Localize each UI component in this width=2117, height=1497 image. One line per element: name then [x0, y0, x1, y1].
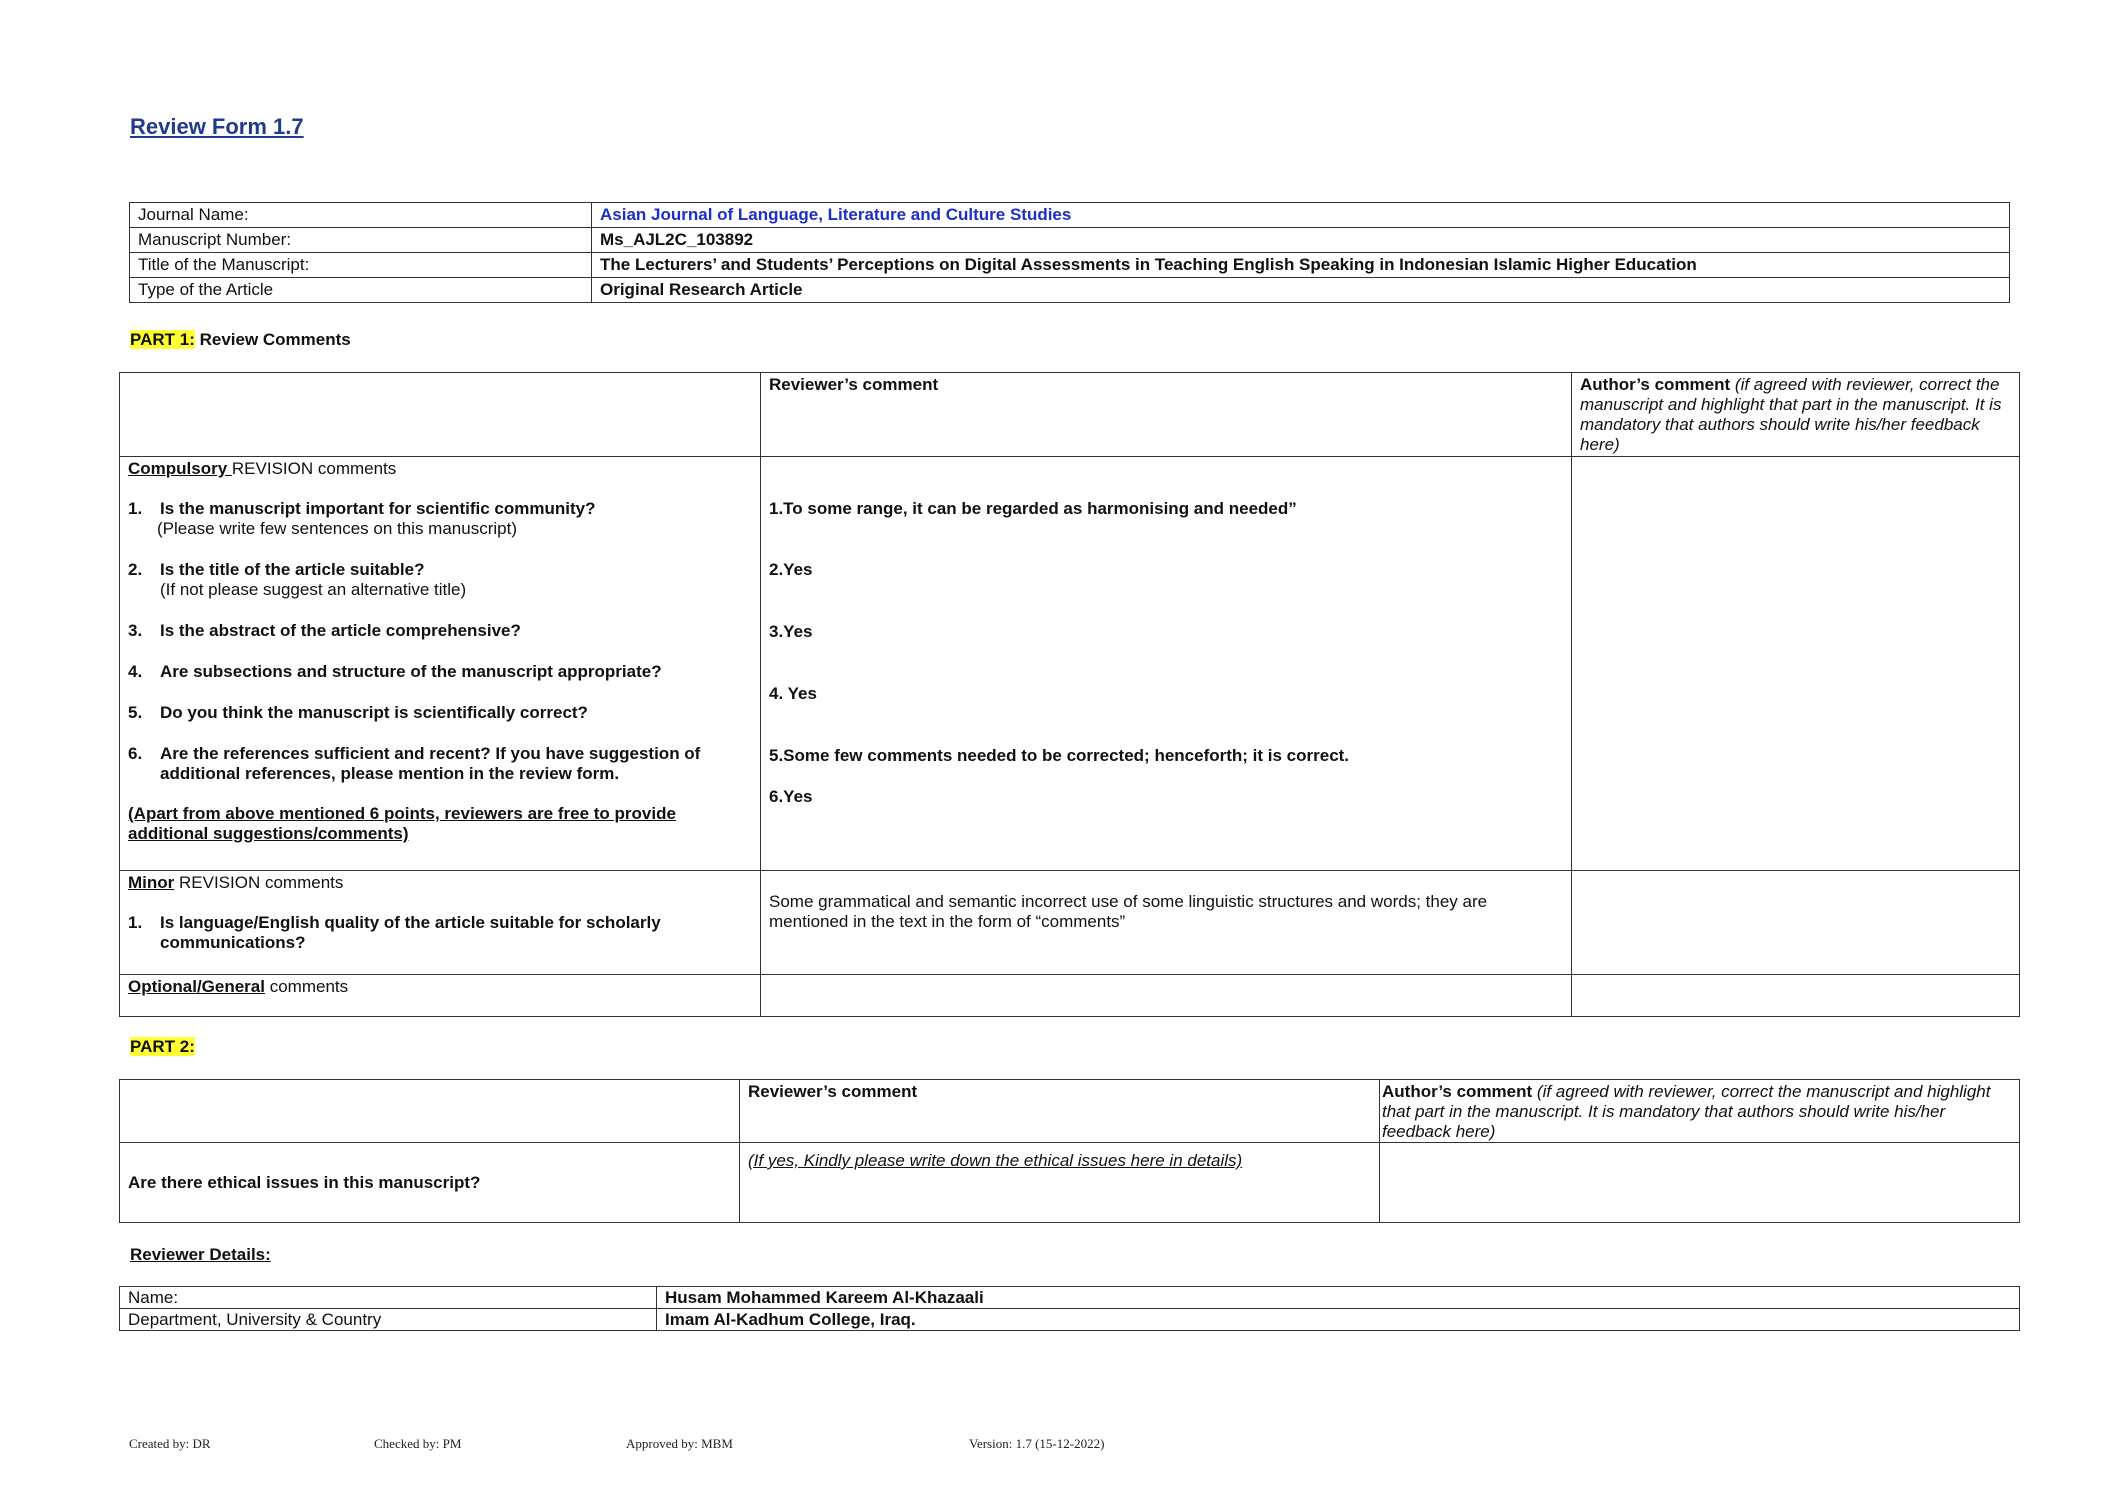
- answer-2: 2.Yes: [769, 560, 813, 579]
- reviewer-details-table: [119, 1286, 2020, 1331]
- reviewer-label: Name:: [120, 1287, 657, 1309]
- minor-row: [120, 871, 2020, 975]
- reviewer-details-heading: Reviewer Details:: [130, 1245, 271, 1264]
- reviewer-name-row: [120, 1287, 2020, 1309]
- footer-version: Version: 1.7 (15-12-2022): [969, 1436, 1105, 1451]
- ethical-author-cell: [1380, 1143, 2020, 1223]
- question-3: 3. Is the abstract of the article comprehensive?: [128, 621, 521, 640]
- part2-reviewer-header: Reviewer’s comment: [740, 1080, 1380, 1143]
- answer-1: 1.To some range, it can be regarded as harmonising and needed”: [769, 499, 1297, 518]
- compulsory-answers-cell: [761, 457, 1572, 871]
- form-title: Review Form 1.7: [130, 114, 304, 139]
- part2-table: [119, 1079, 2020, 1223]
- optional-row: [120, 975, 2020, 1017]
- footer-approved: Approved by: MBM: [626, 1436, 733, 1451]
- footer-checked: Checked by: PM: [374, 1436, 462, 1451]
- optional-label: Optional/General: [128, 977, 265, 996]
- journal-name: Asian Journal of Language, Literature and Culture Studies: [592, 203, 2010, 228]
- part2-label: PART 2:: [130, 1037, 195, 1056]
- part2-author-header: Author’s comment (if agreed with reviewer, correct the manuscript and highlight that part in the manuscript. It is mandatory that authors should write his/her feedback here): [1380, 1080, 2020, 1143]
- ethical-row: [120, 1143, 2020, 1223]
- minor-answer-cell: [761, 871, 1572, 975]
- part1-title: Review Comments: [194, 330, 351, 349]
- answer-4: 4. Yes: [769, 684, 817, 703]
- minor-author-cell: [1572, 871, 2020, 975]
- reviewer-label: Department, University & Country: [120, 1309, 657, 1331]
- info-label: Manuscript Number:: [130, 228, 592, 253]
- ethical-question: Are there ethical issues in this manuscript?: [120, 1143, 740, 1223]
- part2-heading: [130, 1037, 195, 1057]
- ethical-answer: (If yes, Kindly please write down the ethical issues here in details): [740, 1143, 1380, 1223]
- info-row-title: [130, 253, 2010, 278]
- question-2: 2. Is the title of the article suitable?: [128, 560, 425, 579]
- minor-question-1: 1. Is language/English quality of the article suitable for scholarly communications?: [128, 913, 661, 952]
- question-6: 6. Are the references sufficient and recent? If you have suggestion of additional references, please mention in the review form.: [128, 744, 701, 783]
- reviewer-affiliation-row: [120, 1309, 2020, 1331]
- reviewer-comment-header: Reviewer’s comment: [761, 373, 1572, 457]
- info-row-type: [130, 278, 2010, 303]
- article-type: Original Research Article: [592, 278, 2010, 303]
- part1-table: [119, 372, 2020, 1017]
- manuscript-number: Ms_AJL2C_103892: [592, 228, 2010, 253]
- question-4: 4. Are subsections and structure of the manuscript appropriate?: [128, 662, 662, 681]
- optional-cell: Optional/General comments: [120, 975, 761, 1017]
- info-label: Journal Name:: [130, 203, 592, 228]
- part1-label: PART 1:: [130, 330, 195, 349]
- footer-created: Created by: DR: [129, 1436, 211, 1451]
- part1-heading: [130, 330, 351, 350]
- compulsory-row: [120, 457, 2020, 871]
- reviewer-affiliation: Imam Al-Kadhum College, Iraq.: [657, 1309, 2020, 1331]
- manuscript-title: The Lecturers’ and Students’ Perceptions on Digital Assessments in Teaching English Speaking in Indonesian Islamic Higher Education: [592, 253, 2010, 278]
- apart-note: (Apart from above mentioned 6 points, reviewers are free to provide additional suggestions/comments): [128, 804, 676, 843]
- optional-answer-cell: [761, 975, 1572, 1017]
- author-comment-header: Author’s comment (if agreed with reviewer, correct the manuscript and highlight that part in the manuscript. It is mandatory that authors should write his/her feedback here): [1572, 373, 2020, 457]
- info-label: Title of the Manuscript:: [130, 253, 592, 278]
- minor-questions-cell: Minor REVISION comments 1. Is language/English quality of the article suitable for scholarly communications?: [120, 871, 761, 975]
- answer-3: 3.Yes: [769, 622, 813, 641]
- part2-header-row: [120, 1080, 2020, 1143]
- compulsory-questions-cell: Compulsory REVISION comments 1. Is the manuscript important for scientific community? (Please write few sentences on this manuscript) 2. Is the title of the article suitable? (If not please suggest an alternative title) 3. Is the abstract of the article comprehensive? 4. Are subsections and structure of the manuscript appropriate? 5. Do you think the manuscript is scientifically correct? 6. Are the references sufficient and recent? If you have suggestion of additional references, please mention in the review form. (Apart from above mentioned 6 points, reviewers are free to provide additional suggestions/comments): [120, 457, 761, 871]
- optional-author-cell: [1572, 975, 2020, 1017]
- info-label: Type of the Article: [130, 278, 592, 303]
- question-1: 1. Is the manuscript important for scientific community?: [128, 499, 596, 518]
- minor-answer: Some grammatical and semantic incorrect use of some linguistic structures and words; they are mentioned in the text in the form of “comments”: [769, 892, 1488, 931]
- minor-label: Minor: [128, 873, 175, 892]
- reviewer-name: Husam Mohammed Kareem Al-Khazaali: [657, 1287, 2020, 1309]
- question-5: 5. Do you think the manuscript is scientifically correct?: [128, 703, 588, 722]
- part1-header-row: [120, 373, 2020, 457]
- answer-6: 6.Yes: [769, 787, 813, 806]
- info-row-journal: [130, 203, 2010, 228]
- info-row-manuscript-number: [130, 228, 2010, 253]
- compulsory-label: Compulsory: [128, 459, 232, 478]
- answer-5: 5.Some few comments needed to be corrected; henceforth; it is correct.: [769, 746, 1350, 765]
- manuscript-info-table: [129, 202, 2010, 303]
- compulsory-author-cell: [1572, 457, 2020, 871]
